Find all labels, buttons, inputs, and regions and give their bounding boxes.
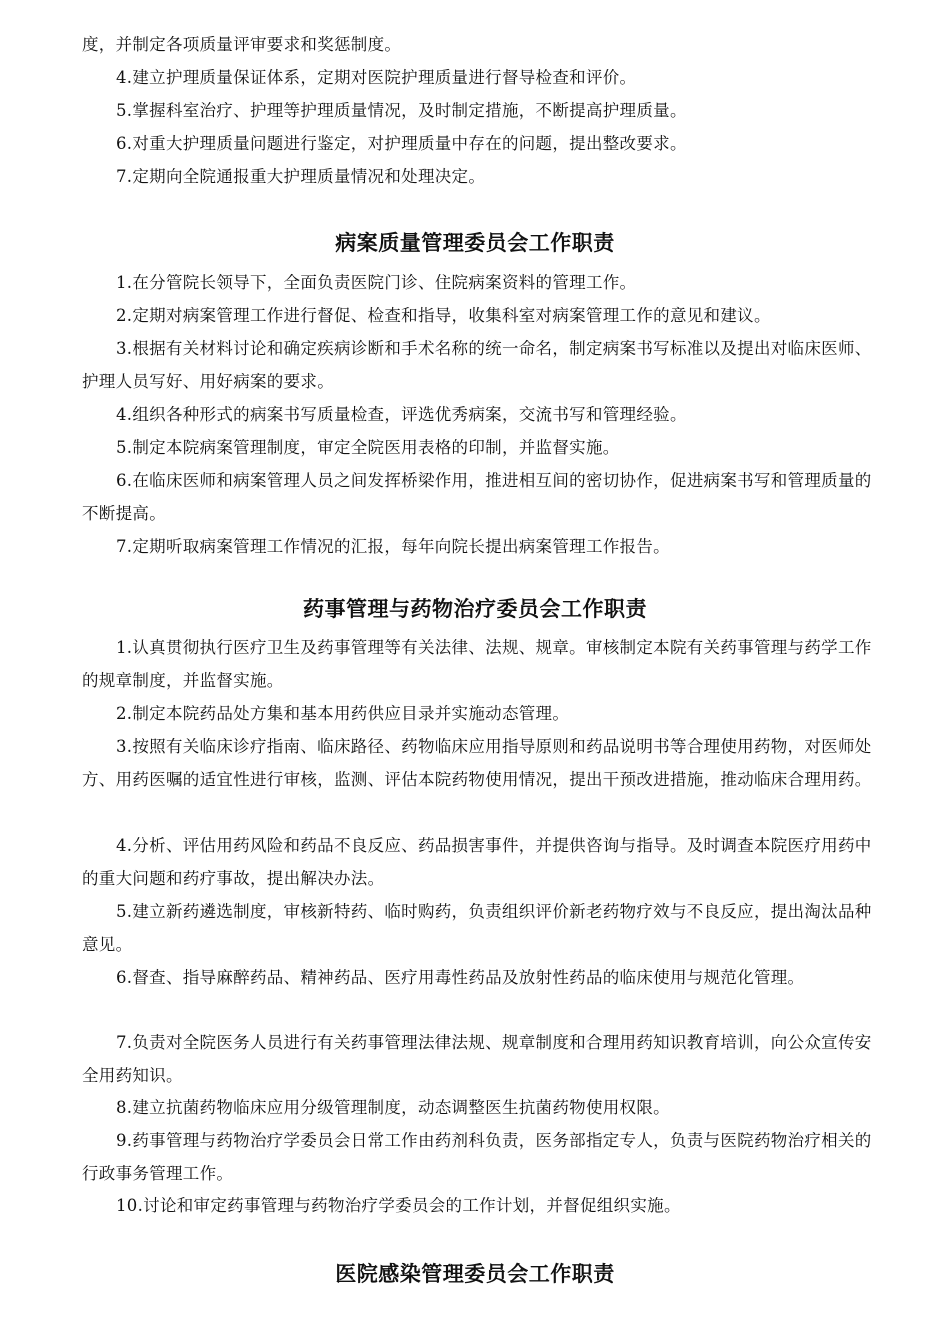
list-item: 3.按照有关临床诊疗指南、临床路径、药物临床应用指导原则和药品说明书等合理使用药物，对医师处方、用药医嘱的适宜性进行审核，监测、评估本院药物使用情况，提出干预改进措施，推动临床合理用药。	[82, 737, 872, 789]
section-heading-pharmacy: 药事管理与药物治疗委员会工作职责	[303, 597, 647, 621]
section-heading-infection: 医院感染管理委员会工作职责	[335, 1262, 615, 1286]
list-item: 7.定期向全院通报重大护理质量情况和处理决定。	[116, 167, 486, 186]
list-item: 5.掌握科室治疗、护理等护理质量情况，及时制定措施，不断提高护理质量。	[116, 101, 687, 120]
list-item: 4.组织各种形式的病案书写质量检查，评选优秀病案，交流书写和管理经验。	[116, 405, 687, 424]
list-item: 1.在分管院长领导下，全面负责医院门诊、住院病案资料的管理工作。	[116, 273, 637, 292]
list-item: 5.制定本院病案管理制度，审定全院医用表格的印制，并监督实施。	[116, 438, 620, 457]
list-item: 4.分析、评估用药风险和药品不良反应、药品损害事件，并提供咨询与指导。及时调查本院医疗用药中的重大问题和药疗事故，提出解决办法。	[82, 836, 872, 888]
list-item: 4.建立护理质量保证体系，定期对医院护理质量进行督导检查和评价。	[116, 68, 637, 87]
section-heading-medical-records: 病案质量管理委员会工作职责	[335, 231, 615, 255]
list-item: 2.定期对病案管理工作进行督促、检查和指导，收集科室对病案管理工作的意见和建议。	[116, 306, 771, 325]
list-item: 8.建立抗菌药物临床应用分级管理制度，动态调整医生抗菌药物使用权限。	[116, 1098, 670, 1117]
list-item: 6.督查、指导麻醉药品、精神药品、医疗用毒性药品及放射性药品的临床使用与规范化管理。	[116, 968, 805, 987]
list-item: 5.建立新药遴选制度，审核新特药、临时购药，负责组织评价新老药物疗效与不良反应，提出淘汰品种意见。	[82, 902, 872, 954]
list-item: 2.制定本院药品处方集和基本用药供应目录并实施动态管理。	[116, 704, 570, 723]
list-item: 6.在临床医师和病案管理人员之间发挥桥梁作用，推进相互间的密切协作，促进病案书写和管理质量的不断提高。	[82, 471, 872, 523]
list-item: 10.讨论和审定药事管理与药物治疗学委员会的工作计划，并督促组织实施。	[116, 1196, 681, 1215]
list-item: 7.定期听取病案管理工作情况的汇报，每年向院长提出病案管理工作报告。	[116, 537, 670, 556]
list-item: 1.认真贯彻执行医疗卫生及药事管理等有关法律、法规、规章。审核制定本院有关药事管理与药学工作的规章制度，并监督实施。	[82, 638, 872, 690]
list-item: 7.负责对全院医务人员进行有关药事管理法律法规、规章制度和合理用药知识教育培训，向公众宣传安全用药知识。	[82, 1033, 872, 1085]
list-item: 9.药事管理与药物治疗学委员会日常工作由药剂科负责，医务部指定专人，负责与医院药物治疗相关的行政事务管理工作。	[82, 1131, 872, 1183]
list-item: 6.对重大护理质量问题进行鉴定，对护理质量中存在的问题，提出整改要求。	[116, 134, 687, 153]
paragraph-continuation: 度，并制定各项质量评审要求和奖惩制度。	[82, 35, 402, 54]
list-item: 3.根据有关材料讨论和确定疾病诊断和手术名称的统一命名，制定病案书写标准以及提出对临床医师、护理人员写好、用好病案的要求。	[82, 339, 872, 391]
